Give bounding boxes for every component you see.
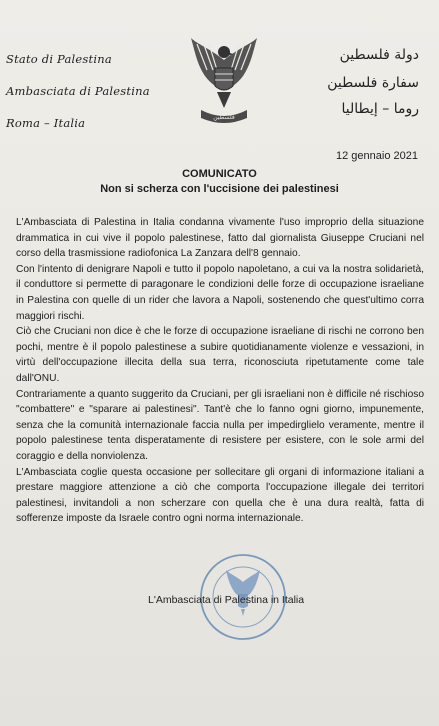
letterhead-city-it: Roma – Italia (6, 116, 86, 130)
signature-line: L'Ambasciata di Palestina in Italia (148, 594, 305, 606)
emblem-label: فلسطين (213, 114, 235, 121)
heading-title: COMUNICATO (182, 168, 257, 180)
heading-subtitle: Non si scherza con l'uccisione dei palestinesi (100, 183, 339, 195)
letterhead-embassy-ar: سفارة فلسطين (327, 75, 419, 91)
paragraph-3: Ciò che Cruciani non dice è che le forze di occupazione israeliane di rischi ne corrono ben pochi, mentre è il popolo palestinese a subire quotidianamente violenze e vessazioni, in virtù dell'occupazione illecita della sua terra, riconosciuta ripetutamente come tale dall'ONU. (16, 326, 424, 384)
letterhead-state-ar: دولة فلسطين (339, 47, 419, 63)
eagle-emblem-icon (189, 30, 259, 130)
paragraph-2: Con l'intento di denigrare Napoli e tutto il popolo napoletano, a cui va la nostra solidarietà, il conduttore si permette di paragonare le condizioni delle forze di occupazione israeliane in Palestina con quelle di un rider che lavora a Napoli, sostenendo che quest'ultimo corra maggiori rischi. (16, 263, 424, 322)
paragraph-4: Contrariamente a quanto suggerito da Cruciani, per gli israeliani non è difficile né rischioso "combattere" e "sparare ai palestinesi". Tant'è che lo fanno ogni giorno, impunemente, senza che la comunità internazionale faccia nulla per impedirglielo veramente, mentre il popolo palestinese tenta disperatamente di resistere per esistere, con le sole armi del coraggio e della nonviolenza. (16, 388, 424, 462)
paragraph-1: L'Ambasciata di Palestina in Italia condanna vivamente l'uso improprio della situazione drammatica in cui vive il popolo palestinese, fatto dal giornalista Giuseppe Cruciani nel corso della trasmissione radiofonica La Zanzara dell'8 gennaio. (16, 217, 424, 260)
letterhead-state-it: Stato di Palestina (6, 52, 112, 66)
letterhead-embassy-it: Ambasciata di Palestina (6, 84, 150, 98)
document-body (16, 215, 424, 527)
document-date: 12 gennaio 2021 (336, 150, 418, 162)
letterhead-city-ar: روما – إيطاليا (341, 101, 419, 117)
paragraph-5: L'Ambasciata coglie questa occasione per sollecitare gli organi di informazione italiani a prestare maggiore attenzione a ciò che comporta l'occupazione illegale dei territori palestinesi, invitandoli a non scherzare con quella che è una dura realtà, fatta di sofferenze imposte da Israele contro ogni norma internazionale. (16, 466, 424, 525)
